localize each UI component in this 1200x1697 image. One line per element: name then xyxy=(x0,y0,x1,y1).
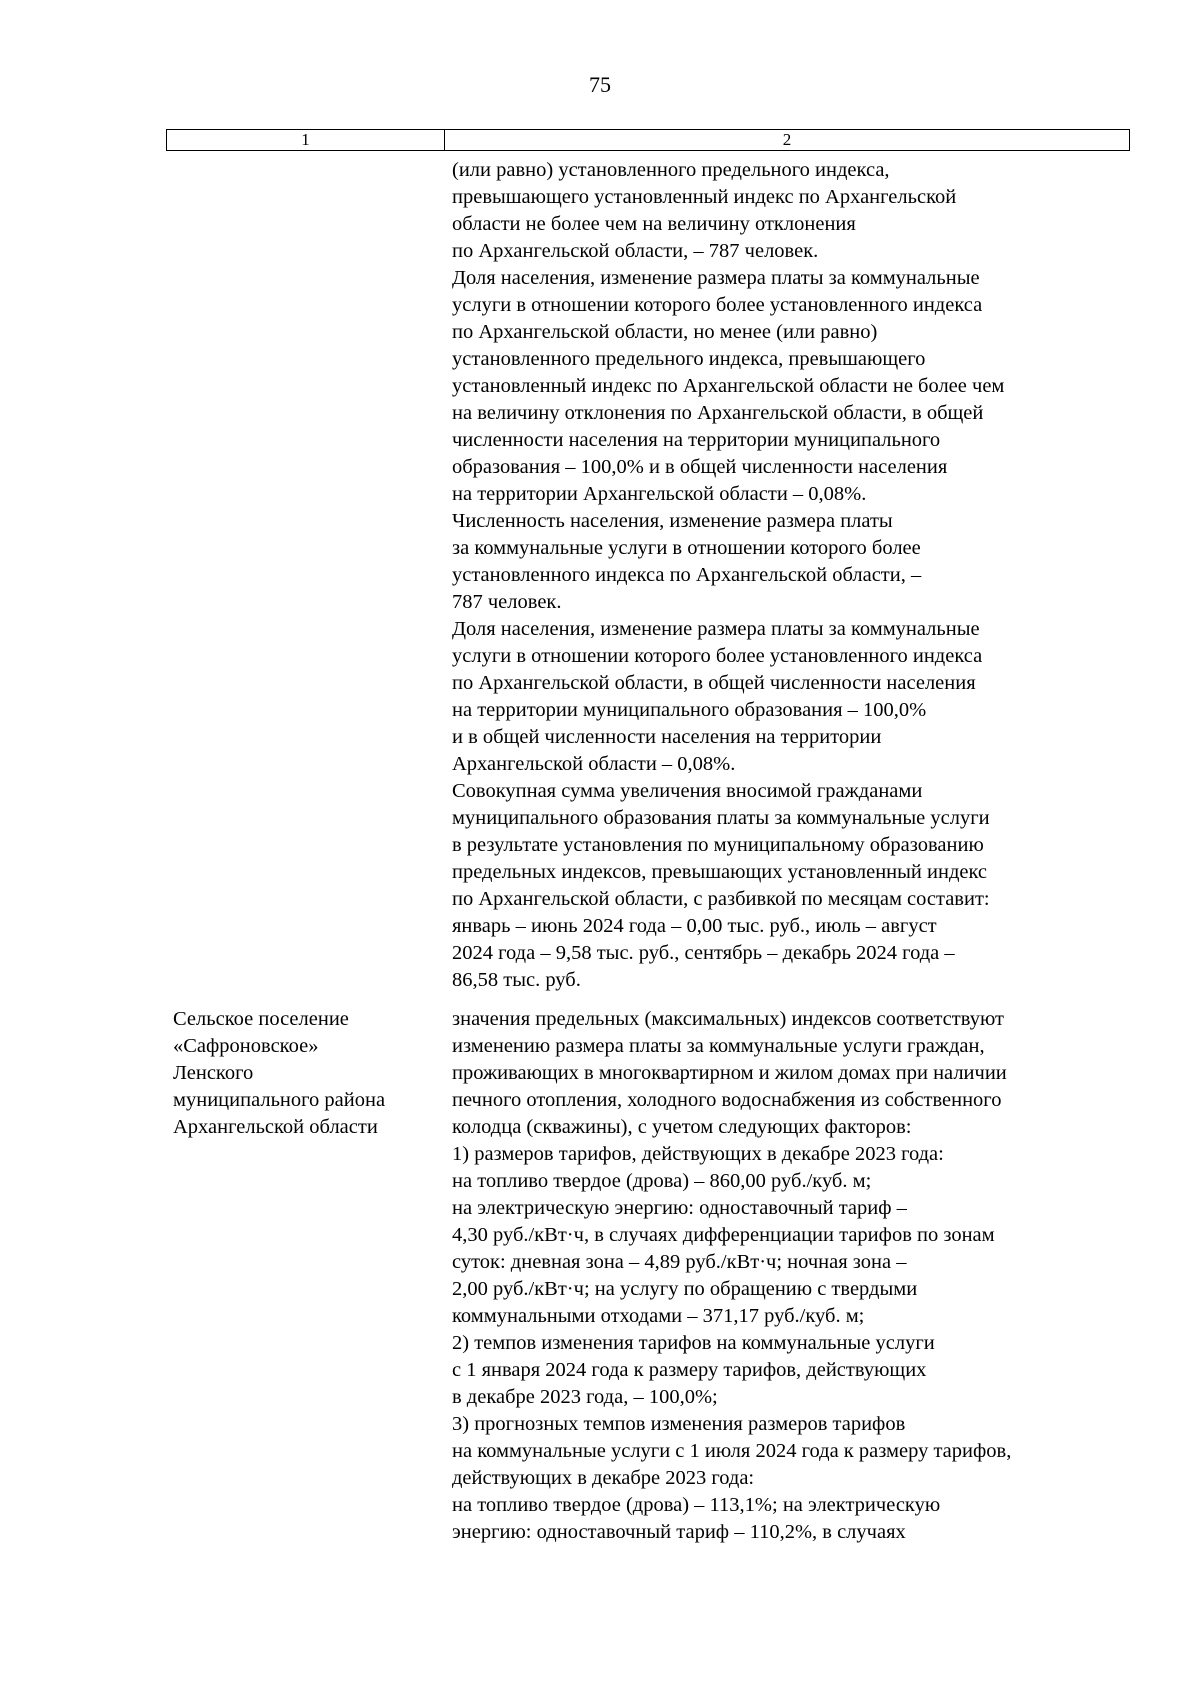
text-line: численности населения на территории муниципального xyxy=(452,429,941,451)
text-line: 3) прогнозных темпов изменения размеров тарифов xyxy=(452,1413,906,1435)
text-line: 86,58 тыс. руб. xyxy=(452,969,581,991)
text-line: на электрическую энергию: одноставочный тариф – xyxy=(452,1197,907,1219)
text-line: Численность населения, изменение размера платы xyxy=(452,510,893,532)
text-line: 4,30 руб./кВт·ч, в случаях дифференциации тарифов по зонам xyxy=(452,1224,995,1246)
text-line: по Архангельской области, но менее (или равно) xyxy=(452,321,878,343)
text-line: с 1 января 2024 года к размеру тарифов, действующих xyxy=(452,1359,927,1381)
text-line: установленного индекса по Архангельской области, – xyxy=(452,564,922,586)
text-line: установленного предельного индекса, превышающего xyxy=(452,348,926,370)
table-header-col2: 2 xyxy=(782,130,792,149)
text-line: и в общей численности населения на территории xyxy=(452,726,882,748)
text-line: изменению размера платы за коммунальные услуги граждан, xyxy=(452,1035,985,1057)
text-line: по Архангельской области, с разбивкой по месяцам составит: xyxy=(452,888,990,910)
text-line: предельных индексов, превышающих установленный индекс xyxy=(452,861,988,883)
text-line: Доля населения, изменение размера платы за коммунальные xyxy=(452,267,980,289)
text-line: Архангельской области – 0,08%. xyxy=(452,753,736,775)
municipality-name-line: «Сафроновское» xyxy=(173,1035,319,1057)
municipality-name-line: муниципального района xyxy=(173,1089,386,1111)
text-line: за коммунальные услуги в отношении которого более xyxy=(452,537,921,559)
text-line: действующих в декабре 2023 года: xyxy=(452,1467,755,1489)
text-line: в результате установления по муниципальному образованию xyxy=(452,834,984,856)
text-line: январь – июнь 2024 года – 0,00 тыс. руб., июль – август xyxy=(452,915,937,937)
text-line: на территории Архангельской области – 0,08%. xyxy=(452,483,867,505)
text-line: 1) размеров тарифов, действующих в декабре 2023 года: xyxy=(452,1143,944,1165)
text-line: в декабре 2023 года, – 100,0%; xyxy=(452,1386,718,1408)
text-line: коммунальными отходами – 371,17 руб./куб. м; xyxy=(452,1305,865,1327)
text-line: услуги в отношении которого более установленного индекса xyxy=(452,645,983,667)
table-header-col1: 1 xyxy=(167,130,445,150)
text-line: образования – 100,0% и в общей численности населения xyxy=(452,456,948,478)
municipality-name-line: Ленского xyxy=(173,1062,254,1084)
text-line: колодца (скважины), с учетом следующих факторов: xyxy=(452,1116,912,1138)
text-line: энергию: одноставочный тариф – 110,2%, в случаях xyxy=(452,1521,906,1543)
text-line: суток: дневная зона – 4,89 руб./кВт·ч; ночная зона – xyxy=(452,1251,907,1273)
text-line: (или равно) установленного предельного индекса, xyxy=(452,159,890,181)
municipality-name-line: Сельское поселение xyxy=(173,1008,349,1030)
text-line: проживающих в многоквартирном и жилом домах при наличии xyxy=(452,1062,1007,1084)
text-line: превышающего установленный индекс по Архангельской xyxy=(452,186,957,208)
text-line: печного отопления, холодного водоснабжения из собственного xyxy=(452,1089,1002,1111)
municipality-name-line: Архангельской области xyxy=(173,1116,378,1138)
table-header-row xyxy=(166,129,1130,151)
text-line: Доля населения, изменение размера платы за коммунальные xyxy=(452,618,980,640)
text-line: муниципального образования платы за коммунальные услуги xyxy=(452,807,990,829)
text-line: услуги в отношении которого более установленного индекса xyxy=(452,294,983,316)
text-line: на топливо твердое (дрова) – 860,00 руб./куб. м; xyxy=(452,1170,872,1192)
text-line: на коммунальные услуги с 1 июля 2024 года к размеру тарифов, xyxy=(452,1440,1012,1462)
text-line: Совокупная сумма увеличения вносимой гражданами xyxy=(452,780,923,802)
text-line: 787 человек. xyxy=(452,591,562,613)
text-line: значения предельных (максимальных) индексов соответствуют xyxy=(452,1008,1004,1030)
text-line: на топливо твердое (дрова) – 113,1%; на электрическую xyxy=(452,1494,941,1516)
text-line: по Архангельской области, – 787 человек. xyxy=(452,240,819,262)
text-line: на территории муниципального образования – 100,0% xyxy=(452,699,927,721)
text-line: установленный индекс по Архангельской области не более чем xyxy=(452,375,1005,397)
text-line: 2) темпов изменения тарифов на коммунальные услуги xyxy=(452,1332,935,1354)
text-line: области не более чем на величину отклонения xyxy=(452,213,856,235)
text-line: по Архангельской области, в общей численности населения xyxy=(452,672,976,694)
text-line: на величину отклонения по Архангельской области, в общей xyxy=(452,402,984,424)
text-line: 2,00 руб./кВт·ч; на услугу по обращению с твердыми xyxy=(452,1278,918,1300)
text-line: 2024 года – 9,58 тыс. руб., сентябрь – декабрь 2024 года – xyxy=(452,942,955,964)
page-number: 75 xyxy=(589,72,611,97)
